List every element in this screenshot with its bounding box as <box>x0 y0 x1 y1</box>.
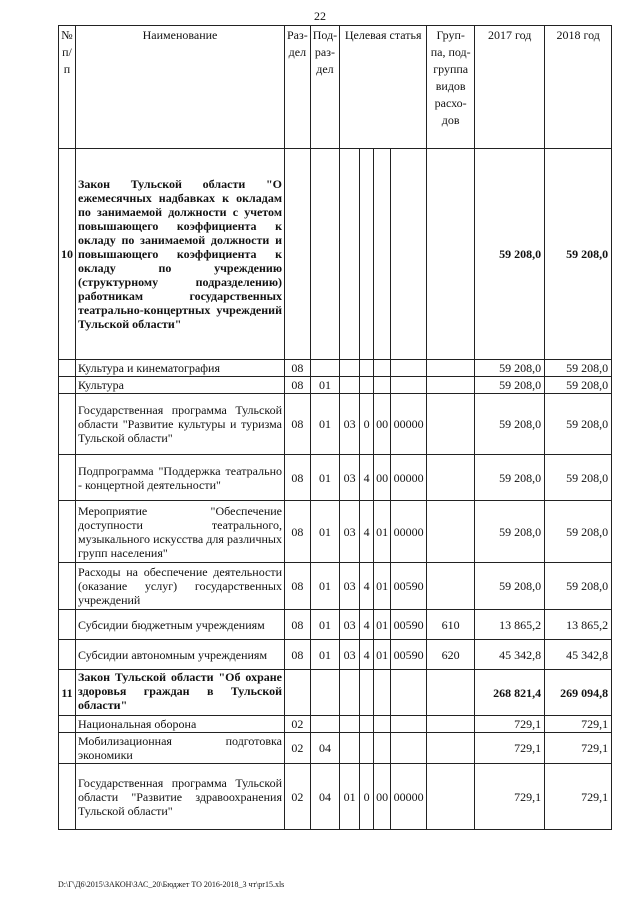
cell-num <box>59 455 76 501</box>
cell-razdel: 08 <box>285 377 311 394</box>
cell-2018: 729,1 <box>545 764 612 830</box>
cell-target-subprogram: 0 <box>360 394 374 455</box>
cell-target-program <box>340 377 360 394</box>
cell-expense-type <box>427 563 475 610</box>
cell-razdel: 02 <box>285 764 311 830</box>
cell-2017: 59 208,0 <box>475 563 545 610</box>
table-row <box>59 640 612 670</box>
page-number: 22 <box>314 9 326 23</box>
cell-target-direction: 00590 <box>391 563 427 610</box>
cell-razdel: 02 <box>285 716 311 733</box>
cell-target-subprogram <box>360 733 374 764</box>
cell-target-subprogram: 4 <box>360 455 374 501</box>
cell-podrazdel: 01 <box>310 394 339 455</box>
cell-2018: 269 094,8 <box>545 670 612 716</box>
cell-target-subprogram: 0 <box>360 764 374 830</box>
cell-2017: 729,1 <box>475 764 545 830</box>
cell-expense-type <box>427 455 475 501</box>
cell-2017: 268 821,4 <box>475 670 545 716</box>
cell-target-subprogram <box>360 360 374 377</box>
cell-target-program: 01 <box>340 764 360 830</box>
table-row <box>59 764 612 830</box>
cell-target-subprogram <box>360 149 374 360</box>
table-row <box>59 501 612 563</box>
cell-target-event <box>374 149 391 360</box>
cell-target-event <box>374 670 391 716</box>
cell-target-program <box>340 733 360 764</box>
footer-file-path: D:\Г\Д6\2015\ЗАКОН\ЗАС_20\Бюджет ТО 2016-2018_3 чт\pr15.xls <box>58 880 285 889</box>
cell-target-subprogram <box>360 377 374 394</box>
cell-target-direction: 00590 <box>391 610 427 640</box>
cell-target-program: 03 <box>340 455 360 501</box>
cell-target-event <box>374 733 391 764</box>
header-podrazdel: Под-раз-дел <box>310 26 339 149</box>
table-row <box>59 670 612 716</box>
table-row <box>59 716 612 733</box>
cell-target-event: 01 <box>374 640 391 670</box>
cell-target-program: 03 <box>340 640 360 670</box>
cell-num <box>59 360 76 377</box>
cell-name: Подпрограмма "Поддержка театрально - концертной деятельности" <box>76 455 285 501</box>
table-row <box>59 360 612 377</box>
header-2018: 2018 год <box>545 26 612 149</box>
cell-target-event: 01 <box>374 610 391 640</box>
cell-target-subprogram: 4 <box>360 563 374 610</box>
cell-expense-type <box>427 716 475 733</box>
cell-expense-type <box>427 394 475 455</box>
cell-2018: 59 208,0 <box>545 360 612 377</box>
cell-razdel: 02 <box>285 733 311 764</box>
cell-expense-type <box>427 360 475 377</box>
cell-name: Государственная программа Тульской области "Развитие культуры и туризма Тульской области" <box>76 394 285 455</box>
cell-target-direction <box>391 360 427 377</box>
cell-name: Культура <box>76 377 285 394</box>
cell-2017: 59 208,0 <box>475 149 545 360</box>
cell-target-direction <box>391 149 427 360</box>
cell-target-program <box>340 670 360 716</box>
cell-target-subprogram: 4 <box>360 610 374 640</box>
cell-podrazdel: 01 <box>310 563 339 610</box>
cell-name: Национальная оборона <box>76 716 285 733</box>
cell-2017: 59 208,0 <box>475 377 545 394</box>
budget-table <box>58 25 612 830</box>
cell-2017: 45 342,8 <box>475 640 545 670</box>
cell-2018: 45 342,8 <box>545 640 612 670</box>
cell-2018: 13 865,2 <box>545 610 612 640</box>
cell-podrazdel: 01 <box>310 455 339 501</box>
cell-podrazdel: 01 <box>310 610 339 640</box>
cell-2017: 59 208,0 <box>475 455 545 501</box>
cell-podrazdel: 01 <box>310 377 339 394</box>
cell-expense-type <box>427 501 475 563</box>
cell-expense-type <box>427 764 475 830</box>
header-name: Наименование <box>76 26 285 149</box>
cell-razdel: 08 <box>285 610 311 640</box>
cell-name: Закон Тульской области "О ежемесячных надбавках к окладам по занимаемой должности с учетом повышающего коэффициента к окладу по занимаемой должности и повышающего коэффициента к окладу по учреждению (структурному подразделению) работникам государственных театрально-концертных учреждений Тульской области" <box>76 149 285 360</box>
header-group: Груп-па, под-группа видов расхо-дов <box>427 26 475 149</box>
cell-2017: 13 865,2 <box>475 610 545 640</box>
cell-target-subprogram: 4 <box>360 640 374 670</box>
cell-2018: 59 208,0 <box>545 149 612 360</box>
header-razdel: Раз-дел <box>285 26 311 149</box>
cell-target-direction: 00590 <box>391 640 427 670</box>
cell-expense-type: 620 <box>427 640 475 670</box>
cell-target-direction: 00000 <box>391 455 427 501</box>
cell-2018: 59 208,0 <box>545 377 612 394</box>
cell-razdel: 08 <box>285 501 311 563</box>
cell-razdel: 08 <box>285 640 311 670</box>
cell-num <box>59 640 76 670</box>
cell-target-direction <box>391 716 427 733</box>
cell-target-direction: 00000 <box>391 501 427 563</box>
cell-2018: 59 208,0 <box>545 501 612 563</box>
table-row <box>59 563 612 610</box>
table-header-row <box>59 26 612 149</box>
cell-num <box>59 716 76 733</box>
table-row <box>59 394 612 455</box>
table-row <box>59 455 612 501</box>
cell-target-direction <box>391 670 427 716</box>
cell-name: Закон Тульской области "Об охране здоровья граждан в Тульской области" <box>76 670 285 716</box>
cell-target-subprogram: 4 <box>360 501 374 563</box>
cell-name: Культура и кинематография <box>76 360 285 377</box>
cell-target-event <box>374 360 391 377</box>
cell-2018: 729,1 <box>545 716 612 733</box>
cell-target-direction <box>391 377 427 394</box>
cell-podrazdel <box>310 716 339 733</box>
cell-target-direction: 00000 <box>391 394 427 455</box>
cell-expense-type <box>427 149 475 360</box>
cell-target-subprogram <box>360 670 374 716</box>
cell-2018: 59 208,0 <box>545 394 612 455</box>
cell-expense-type: 610 <box>427 610 475 640</box>
cell-razdel <box>285 670 311 716</box>
cell-num <box>59 610 76 640</box>
cell-razdel: 08 <box>285 360 311 377</box>
cell-target-subprogram <box>360 716 374 733</box>
cell-num <box>59 501 76 563</box>
cell-name: Мероприятие "Обеспечение доступности театрального, музыкального искусства для различных групп населения" <box>76 501 285 563</box>
cell-2017: 729,1 <box>475 716 545 733</box>
cell-2018: 729,1 <box>545 733 612 764</box>
cell-podrazdel: 04 <box>310 764 339 830</box>
cell-podrazdel: 01 <box>310 501 339 563</box>
cell-podrazdel <box>310 360 339 377</box>
cell-target-program: 03 <box>340 501 360 563</box>
header-num: № п/п <box>59 26 76 149</box>
cell-2018: 59 208,0 <box>545 455 612 501</box>
header-2017: 2017 год <box>475 26 545 149</box>
cell-razdel: 08 <box>285 455 311 501</box>
cell-podrazdel <box>310 149 339 360</box>
cell-target-event: 00 <box>374 394 391 455</box>
cell-name: Расходы на обеспечение деятельности (оказание услуг) государственных учреждений <box>76 563 285 610</box>
cell-name: Государственная программа Тульской области "Развитие здравоохранения Тульской области" <box>76 764 285 830</box>
cell-target-event <box>374 716 391 733</box>
cell-target-program <box>340 716 360 733</box>
cell-target-program: 03 <box>340 394 360 455</box>
cell-target-event: 01 <box>374 501 391 563</box>
cell-2018: 59 208,0 <box>545 563 612 610</box>
table-row <box>59 377 612 394</box>
cell-target-program: 03 <box>340 610 360 640</box>
cell-target-direction <box>391 733 427 764</box>
cell-target-program <box>340 360 360 377</box>
cell-expense-type <box>427 377 475 394</box>
table-row <box>59 733 612 764</box>
cell-target-event: 00 <box>374 455 391 501</box>
cell-num <box>59 394 76 455</box>
cell-target-event: 01 <box>374 563 391 610</box>
cell-razdel <box>285 149 311 360</box>
cell-target-program: 03 <box>340 563 360 610</box>
header-target: Целевая статья <box>340 26 427 149</box>
cell-2017: 59 208,0 <box>475 360 545 377</box>
cell-razdel: 08 <box>285 563 311 610</box>
cell-num <box>59 377 76 394</box>
cell-target-event: 00 <box>374 764 391 830</box>
cell-name: Субсидии автономным учреждениям <box>76 640 285 670</box>
cell-expense-type <box>427 733 475 764</box>
cell-podrazdel <box>310 670 339 716</box>
cell-name: Субсидии бюджетным учреждениям <box>76 610 285 640</box>
cell-target-event <box>374 377 391 394</box>
cell-target-program <box>340 149 360 360</box>
cell-num <box>59 563 76 610</box>
cell-2017: 59 208,0 <box>475 394 545 455</box>
cell-2017: 729,1 <box>475 733 545 764</box>
cell-2017: 59 208,0 <box>475 501 545 563</box>
cell-target-direction: 00000 <box>391 764 427 830</box>
cell-num <box>59 764 76 830</box>
cell-num <box>59 733 76 764</box>
table-row <box>59 610 612 640</box>
cell-expense-type <box>427 670 475 716</box>
cell-razdel: 08 <box>285 394 311 455</box>
cell-name: Мобилизационная подготовка экономики <box>76 733 285 764</box>
cell-podrazdel: 01 <box>310 640 339 670</box>
table-row <box>59 149 612 360</box>
cell-num: 11 <box>59 670 76 716</box>
cell-num: 10 <box>59 149 76 360</box>
cell-podrazdel: 04 <box>310 733 339 764</box>
